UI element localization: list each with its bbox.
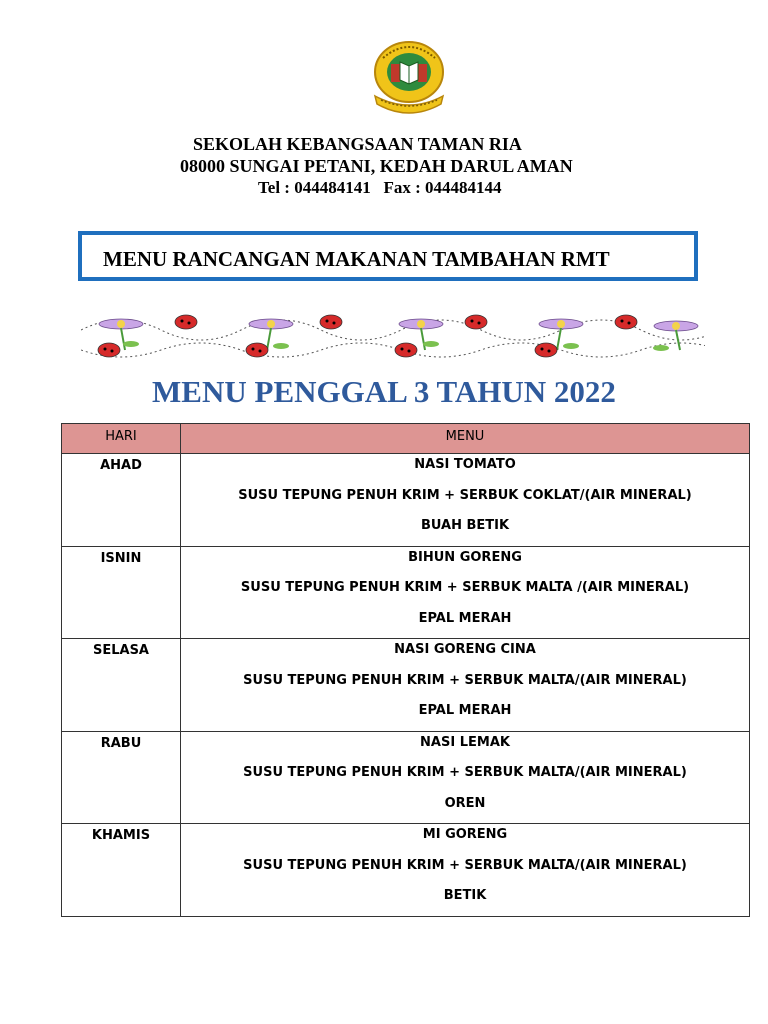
menu-item: SUSU TEPUNG PENUH KRIM + SERBUK MALTA /(AIR MINERAL)	[240, 580, 690, 595]
title-box	[78, 231, 698, 281]
ladybug-icon	[535, 343, 557, 357]
school-contact: Tel : 044484141 Fax : 044484144	[258, 178, 502, 197]
school-logo	[369, 38, 449, 118]
ladybug-icon	[98, 343, 120, 357]
ladybug-icon	[320, 315, 342, 329]
menu-item: SUSU TEPUNG PENUH KRIM + SERBUK MALTA/(AIR MINERAL)	[243, 765, 687, 780]
day-cell: RABU	[62, 731, 181, 824]
menu-cell	[181, 454, 750, 547]
menu-item: SUSU TEPUNG PENUH KRIM + SERBUK MALTA/(AIR MINERAL)	[243, 857, 687, 873]
term-title: MENU PENGGAL 3 TAHUN 2022	[152, 374, 616, 409]
day-cell: AHAD	[62, 454, 181, 547]
ladybug-icon	[395, 343, 417, 357]
table-header-row	[62, 424, 750, 454]
header-menu: MENU	[181, 424, 750, 454]
ladybug-icon	[615, 315, 637, 329]
table-row	[62, 824, 750, 917]
school-address: 08000 SUNGAI PETANI, KEDAH DARUL AMAN	[180, 156, 573, 176]
ladybug-icon	[465, 315, 487, 329]
menu-item: NASI GORENG CINA	[394, 642, 536, 657]
menu-table	[61, 423, 750, 917]
ladybug-icon	[246, 343, 268, 357]
menu-cell	[181, 546, 750, 639]
day-cell: ISNIN	[62, 546, 181, 639]
table-row	[62, 546, 750, 639]
flower-ladybug-banner	[81, 310, 705, 364]
title-box-text: MENU RANCANGAN MAKANAN TAMBAHAN RMT	[103, 247, 610, 271]
table-row	[62, 639, 750, 732]
menu-item: EPAL MERAH	[418, 610, 512, 626]
menu-item: BUAH BETIK	[420, 518, 510, 533]
ladybug-icon	[175, 315, 197, 329]
table-row	[62, 731, 750, 824]
menu-item: SUSU TEPUNG PENUH KRIM + SERBUK MALTA/(AIR MINERAL)	[243, 672, 687, 688]
day-cell: KHAMIS	[62, 824, 181, 917]
menu-item: BIHUN GORENG	[408, 549, 522, 565]
menu-item: MI GORENG	[422, 827, 508, 842]
table-row	[62, 454, 750, 547]
menu-item: OREN	[444, 795, 486, 811]
day-cell: SELASA	[62, 639, 181, 732]
menu-item: BETIK	[443, 888, 487, 903]
header-day: HARI	[62, 424, 181, 454]
menu-item: EPAL MERAH	[418, 703, 512, 718]
menu-cell	[181, 731, 750, 824]
menu-item: NASI LEMAK	[420, 734, 510, 750]
menu-item: SUSU TEPUNG PENUH KRIM + SERBUK COKLAT/(AIR MINERAL)	[238, 487, 692, 503]
menu-item: NASI TOMATO	[414, 457, 516, 472]
menu-cell	[181, 639, 750, 732]
menu-cell	[181, 824, 750, 917]
school-name: SEKOLAH KEBANGSAAN TAMAN RIA	[193, 134, 522, 154]
